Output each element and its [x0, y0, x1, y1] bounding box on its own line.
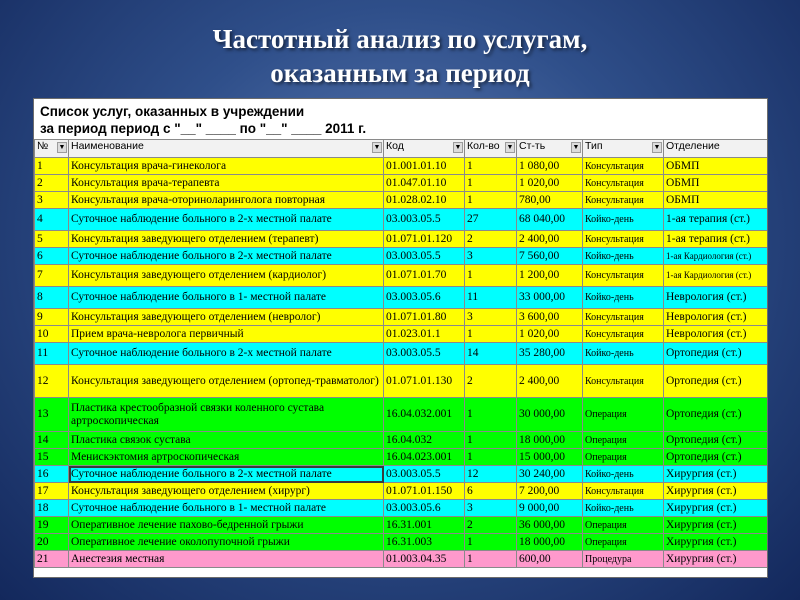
- cost-cell[interactable]: 68 040,00: [517, 209, 583, 231]
- service-name-cell[interactable]: Суточное наблюдение больного в 1- местной палате: [69, 500, 384, 517]
- list-heading-line-2: за период период с "__" ____ по "__" ____ 2011 г.: [40, 121, 367, 136]
- type-cell[interactable]: Процедура: [583, 551, 664, 568]
- department-cell[interactable]: Ортопедия (ст.): [664, 365, 768, 398]
- cost-cell[interactable]: 600,00: [517, 551, 583, 568]
- table-row: [35, 248, 768, 265]
- quantity-cell[interactable]: 1: [465, 432, 517, 449]
- quantity-cell[interactable]: 14: [465, 343, 517, 365]
- service-name-cell[interactable]: Пластика связок сустава: [69, 432, 384, 449]
- type-cell[interactable]: Консультация: [583, 231, 664, 248]
- column-header-row: [35, 140, 768, 158]
- code-cell[interactable]: 01.001.01.10: [384, 158, 465, 175]
- type-cell[interactable]: Койко-день: [583, 248, 664, 265]
- type-cell[interactable]: Койко-день: [583, 287, 664, 309]
- cost-cell[interactable]: 30 000,00: [517, 398, 583, 432]
- quantity-cell[interactable]: 1: [465, 449, 517, 466]
- row-number-cell[interactable]: 12: [35, 365, 69, 398]
- cost-cell[interactable]: 35 280,00: [517, 343, 583, 365]
- type-cell[interactable]: Консультация: [583, 483, 664, 500]
- row-number-cell[interactable]: 18: [35, 500, 69, 517]
- service-name-cell[interactable]: Консультация заведующего отделением (терапевт): [69, 231, 384, 248]
- type-cell[interactable]: Консультация: [583, 265, 664, 287]
- department-cell[interactable]: ОБМП: [664, 192, 768, 209]
- quantity-cell[interactable]: 2: [465, 517, 517, 534]
- row-number-cell[interactable]: 17: [35, 483, 69, 500]
- type-cell[interactable]: Операция: [583, 517, 664, 534]
- department-cell[interactable]: Хирургия (ст.): [664, 483, 768, 500]
- table-body: [35, 158, 768, 568]
- department-cell[interactable]: 1-ая терапия (ст.): [664, 231, 768, 248]
- department-cell[interactable]: 1-ая терапия (ст.): [664, 209, 768, 231]
- row-number-cell[interactable]: 6: [35, 248, 69, 265]
- code-cell[interactable]: 16.04.032.001: [384, 398, 465, 432]
- quantity-cell[interactable]: 1: [465, 175, 517, 192]
- table-row: [35, 483, 768, 500]
- quantity-cell[interactable]: 2: [465, 365, 517, 398]
- type-cell[interactable]: Койко-день: [583, 500, 664, 517]
- code-cell[interactable]: 03.003.05.5: [384, 209, 465, 231]
- department-cell[interactable]: Хирургия (ст.): [664, 500, 768, 517]
- cost-cell[interactable]: 33 000,00: [517, 287, 583, 309]
- code-cell[interactable]: 03.003.05.6: [384, 500, 465, 517]
- filter-dropdown-icon[interactable]: ▼: [454, 144, 462, 151]
- quantity-cell[interactable]: 1: [465, 265, 517, 287]
- type-cell[interactable]: Консультация: [583, 158, 664, 175]
- row-number-cell[interactable]: 21: [35, 551, 69, 568]
- slide-title-line-1: Частотный анализ по услугам,: [212, 24, 588, 54]
- department-cell[interactable]: ОБМП: [664, 158, 768, 175]
- cost-cell[interactable]: 1 020,00: [517, 175, 583, 192]
- service-name-cell[interactable]: Прием врача-невролога первичный: [69, 326, 384, 343]
- code-cell[interactable]: 01.047.01.10: [384, 175, 465, 192]
- code-cell[interactable]: 16.31.003: [384, 534, 465, 551]
- table-row: [35, 343, 768, 365]
- department-cell[interactable]: Хирургия (ст.): [664, 517, 768, 534]
- row-number-cell[interactable]: 9: [35, 309, 69, 326]
- department-cell[interactable]: Неврология (ст.): [664, 287, 768, 309]
- quantity-cell[interactable]: 2: [465, 231, 517, 248]
- cost-cell[interactable]: 1 080,00: [517, 158, 583, 175]
- row-number-cell[interactable]: 4: [35, 209, 69, 231]
- row-number-cell[interactable]: 3: [35, 192, 69, 209]
- service-name-cell[interactable]: Пластика крестообразной связки коленного сустава артроскопическая: [69, 398, 384, 432]
- row-number-cell[interactable]: 11: [35, 343, 69, 365]
- cost-cell[interactable]: 1 020,00: [517, 326, 583, 343]
- row-number-cell[interactable]: 2: [35, 175, 69, 192]
- service-name-cell[interactable]: Анестезия местная: [69, 551, 384, 568]
- slide-title-line-2: оказанным за период: [270, 58, 530, 88]
- code-cell[interactable]: 01.028.02.10: [384, 192, 465, 209]
- row-number-cell[interactable]: 8: [35, 287, 69, 309]
- filter-dropdown-icon[interactable]: ▼: [506, 144, 514, 151]
- table-row: [35, 466, 768, 483]
- table-row: [35, 326, 768, 343]
- quantity-cell[interactable]: 27: [465, 209, 517, 231]
- quantity-cell[interactable]: 1: [465, 192, 517, 209]
- column-header-number[interactable]: № ▼: [35, 140, 69, 158]
- row-number-cell[interactable]: 14: [35, 432, 69, 449]
- list-heading-line-1: Список услуг, оказанных в учреждении: [40, 104, 305, 119]
- code-cell[interactable]: 01.071.01.80: [384, 309, 465, 326]
- table-row: [35, 192, 768, 209]
- service-name-cell[interactable]: Консультация врача-терапевта: [69, 175, 384, 192]
- code-cell[interactable]: 03.003.05.5: [384, 248, 465, 265]
- table-row: [35, 500, 768, 517]
- row-number-cell[interactable]: 10: [35, 326, 69, 343]
- service-name-cell[interactable]: Консультация заведующего отделением (невролог): [69, 309, 384, 326]
- department-cell[interactable]: Хирургия (ст.): [664, 466, 768, 483]
- row-number-cell[interactable]: 16: [35, 466, 69, 483]
- code-cell[interactable]: 16.04.023.001: [384, 449, 465, 466]
- type-cell[interactable]: Консультация: [583, 365, 664, 398]
- table-row: [35, 534, 768, 551]
- row-number-cell[interactable]: 19: [35, 517, 69, 534]
- code-cell[interactable]: 03.003.05.5: [384, 466, 465, 483]
- service-name-cell[interactable]: Суточное наблюдение больного в 2-х местной палате: [69, 209, 384, 231]
- cost-cell[interactable]: 9 000,00: [517, 500, 583, 517]
- table-row: [35, 432, 768, 449]
- cost-cell[interactable]: 15 000,00: [517, 449, 583, 466]
- filter-dropdown-icon[interactable]: ▼: [373, 144, 381, 151]
- service-name-cell[interactable]: Консультация заведующего отделением (ортопед-травматолог): [69, 365, 384, 398]
- table-row: [35, 551, 768, 568]
- table-row: [35, 175, 768, 192]
- department-cell[interactable]: Хирургия (ст.): [664, 551, 768, 568]
- cost-cell[interactable]: 3 600,00: [517, 309, 583, 326]
- code-cell[interactable]: 01.003.04.35: [384, 551, 465, 568]
- department-cell[interactable]: Ортопедия (ст.): [664, 343, 768, 365]
- list-heading: [34, 99, 767, 139]
- quantity-cell[interactable]: 6: [465, 483, 517, 500]
- type-cell[interactable]: Консультация: [583, 192, 664, 209]
- table-row: [35, 231, 768, 248]
- cost-cell[interactable]: 780,00: [517, 192, 583, 209]
- quantity-cell[interactable]: 3: [465, 500, 517, 517]
- code-cell[interactable]: 01.071.01.150: [384, 483, 465, 500]
- services-table: [34, 139, 768, 568]
- department-cell[interactable]: Ортопедия (ст.): [664, 398, 768, 432]
- quantity-cell[interactable]: 3: [465, 248, 517, 265]
- service-name-cell[interactable]: Консультация врача-оториноларинголога повторная: [69, 192, 384, 209]
- spreadsheet: [33, 98, 768, 578]
- row-number-cell[interactable]: 5: [35, 231, 69, 248]
- row-number-cell[interactable]: 7: [35, 265, 69, 287]
- filter-dropdown-icon[interactable]: ▼: [653, 144, 661, 151]
- code-cell[interactable]: 01.071.01.120: [384, 231, 465, 248]
- quantity-cell[interactable]: 11: [465, 287, 517, 309]
- service-name-cell[interactable]: Суточное наблюдение больного в 1- местной палате: [69, 287, 384, 309]
- cost-cell[interactable]: 18 000,00: [517, 432, 583, 449]
- department-cell[interactable]: ОБМП: [664, 175, 768, 192]
- table-row: [35, 449, 768, 466]
- code-cell[interactable]: 01.071.01.70: [384, 265, 465, 287]
- service-name-cell[interactable]: Оперативное лечение околопупочной грыжи: [69, 534, 384, 551]
- service-name-cell[interactable]: Консультация заведующего отделением (хирург): [69, 483, 384, 500]
- table-row: [35, 398, 768, 432]
- code-cell[interactable]: 01.071.01.130: [384, 365, 465, 398]
- type-cell[interactable]: Операция: [583, 449, 664, 466]
- slide-title: [0, 22, 800, 90]
- row-number-cell[interactable]: 20: [35, 534, 69, 551]
- service-name-cell[interactable]: Менискэктомия артроскопическая: [69, 449, 384, 466]
- cost-cell[interactable]: 36 000,00: [517, 517, 583, 534]
- row-number-cell[interactable]: 1: [35, 158, 69, 175]
- filter-dropdown-icon[interactable]: ▼: [58, 144, 66, 151]
- department-cell[interactable]: Хирургия (ст.): [664, 534, 768, 551]
- quantity-cell[interactable]: 1: [465, 158, 517, 175]
- type-cell[interactable]: Консультация: [583, 175, 664, 192]
- type-cell[interactable]: Операция: [583, 398, 664, 432]
- type-cell[interactable]: Операция: [583, 432, 664, 449]
- type-cell[interactable]: Койко-день: [583, 343, 664, 365]
- code-cell[interactable]: 16.31.001: [384, 517, 465, 534]
- service-name-cell[interactable]: Оперативное лечение пахово-бедренной грыжи: [69, 517, 384, 534]
- code-cell[interactable]: 01.023.01.1: [384, 326, 465, 343]
- table-row: [35, 365, 768, 398]
- cost-cell[interactable]: 7 560,00: [517, 248, 583, 265]
- cost-cell[interactable]: 18 000,00: [517, 534, 583, 551]
- quantity-cell[interactable]: 1: [465, 551, 517, 568]
- code-cell[interactable]: 16.04.032: [384, 432, 465, 449]
- department-cell[interactable]: 1-ая Кардиология (ст.): [664, 265, 768, 287]
- column-header-type[interactable]: Тип ▼: [583, 140, 664, 158]
- table-row: [35, 265, 768, 287]
- cost-cell[interactable]: 7 200,00: [517, 483, 583, 500]
- quantity-cell[interactable]: 1: [465, 398, 517, 432]
- table-row: [35, 517, 768, 534]
- department-cell[interactable]: 1-ая Кардиология (ст.): [664, 248, 768, 265]
- table-row: [35, 287, 768, 309]
- service-name-cell[interactable]: Консультация заведующего отделением (кардиолог): [69, 265, 384, 287]
- quantity-cell[interactable]: 1: [465, 326, 517, 343]
- column-header-quantity[interactable]: Кол-во ▼: [465, 140, 517, 158]
- type-cell[interactable]: Койко-день: [583, 466, 664, 483]
- row-number-cell[interactable]: 15: [35, 449, 69, 466]
- cost-cell[interactable]: 2 400,00: [517, 231, 583, 248]
- department-cell[interactable]: Неврология (ст.): [664, 326, 768, 343]
- cost-cell[interactable]: 1 200,00: [517, 265, 583, 287]
- quantity-cell[interactable]: 1: [465, 534, 517, 551]
- table-row: [35, 309, 768, 326]
- cost-cell[interactable]: 2 400,00: [517, 365, 583, 398]
- department-cell[interactable]: Ортопедия (ст.): [664, 432, 768, 449]
- quantity-cell[interactable]: 3: [465, 309, 517, 326]
- type-cell[interactable]: Койко-день: [583, 209, 664, 231]
- type-cell[interactable]: Операция: [583, 534, 664, 551]
- table-row: [35, 158, 768, 175]
- column-header-name[interactable]: Наименование ▼: [69, 140, 384, 158]
- service-name-cell[interactable]: Суточное наблюдение больного в 2-х местной палате: [69, 466, 384, 483]
- column-header-cost[interactable]: Ст-ть ▼: [517, 140, 583, 158]
- column-header-code[interactable]: Код ▼: [384, 140, 465, 158]
- service-name-cell[interactable]: Суточное наблюдение больного в 2-х местной палате: [69, 248, 384, 265]
- type-cell[interactable]: Консультация: [583, 309, 664, 326]
- code-cell[interactable]: 03.003.05.6: [384, 287, 465, 309]
- code-cell[interactable]: 03.003.05.5: [384, 343, 465, 365]
- department-cell[interactable]: Неврология (ст.): [664, 309, 768, 326]
- department-cell[interactable]: Ортопедия (ст.): [664, 449, 768, 466]
- service-name-cell[interactable]: Суточное наблюдение больного в 2-х местной палате: [69, 343, 384, 365]
- filter-dropdown-icon[interactable]: ▼: [572, 144, 580, 151]
- row-number-cell[interactable]: 13: [35, 398, 69, 432]
- table-row: [35, 209, 768, 231]
- column-header-department[interactable]: Отделение: [664, 140, 768, 158]
- type-cell[interactable]: Консультация: [583, 326, 664, 343]
- cost-cell[interactable]: 30 240,00: [517, 466, 583, 483]
- quantity-cell[interactable]: 12: [465, 466, 517, 483]
- service-name-cell[interactable]: Консультация врача-гинеколога: [69, 158, 384, 175]
